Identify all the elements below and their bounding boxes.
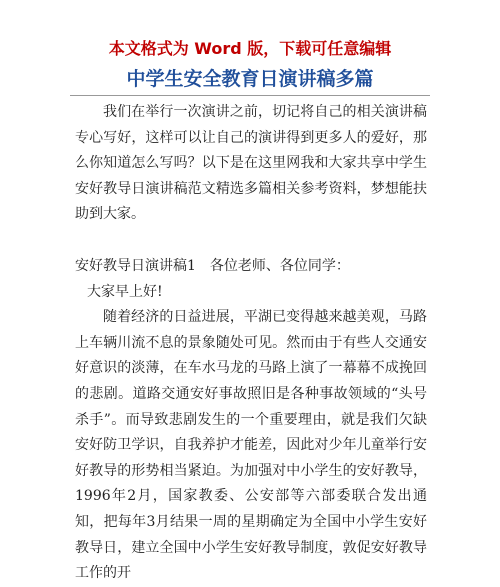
speech-greeting: 大家早上好! — [87, 283, 163, 300]
page-title: 中学生安全教育日演讲稿多篇 — [126, 68, 374, 90]
paragraph-gap — [75, 228, 427, 254]
document-body — [75, 100, 427, 587]
speech-heading: 安好教导日演讲稿1 各位老师、各位同学： — [75, 257, 350, 274]
download-notice: 本文格式为 Word 版，下载可任意编辑 — [108, 39, 392, 58]
speech-paragraph: 随着经济的日益进展，平湖已变得越来越美观，马路上车辆川流不息的景象随处可见。然而由于有些人交通安好意识的淡薄，在车水马龙的马路上演了一幕幕不成挽回的悲剧。道路交通安好事故照旧是各种事故领域的“头号杀手”。而导致悲剧发生的一个重要理由，就是我们欠缺安好防卫学识，自我养护才能差，因此对少年儿童举行安好教导的形势相当紧迫。为加强对中小学生的安好教导，1996年2月，国家教委、公安部等六部委联合发出通知，把每年3月结果一周的星期确定为全国中小学生安好教导日，建立全国中小学生安好教导制度，敦促安好教导工作的开 — [75, 309, 427, 582]
intro-paragraph: 我们在举行一次演讲之前，切记将自己的相关演讲稿专心写好，这样可以让自己的演讲得到更多人的爱好，那么你知道怎么写吗？以下是在这里网我和大家共享中学生安好教导日演讲稿范文精选多篇相关参考资料，梦想能扶助到大家。 — [75, 104, 427, 223]
header-divider — [70, 95, 430, 96]
